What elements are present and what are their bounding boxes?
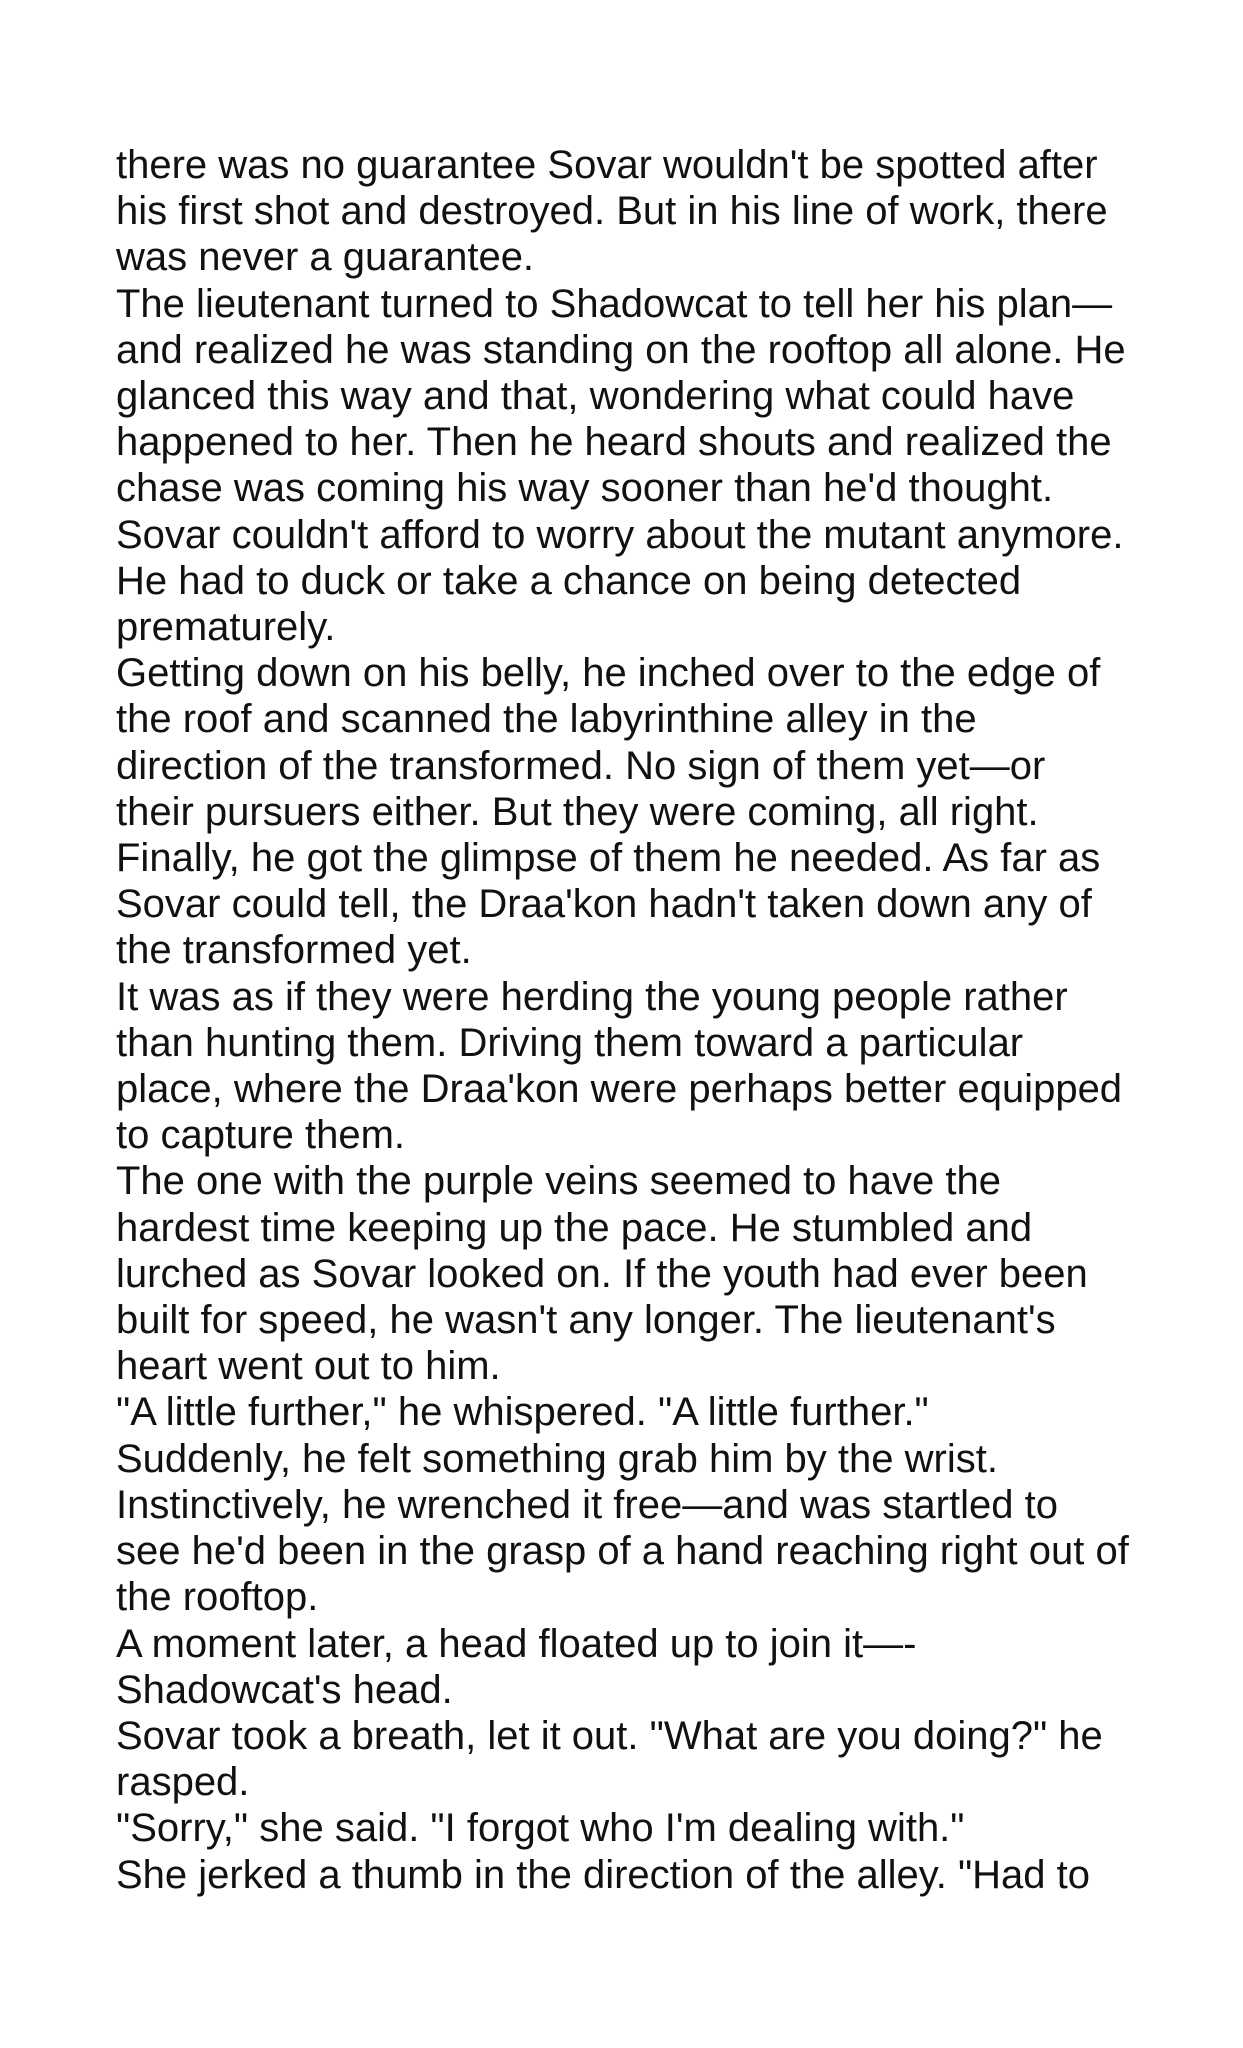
text-line: his first shot and destroyed. But in his line of work, there — [116, 189, 1108, 234]
text-line: the transformed yet. — [116, 928, 472, 973]
text-line: rasped. — [116, 1760, 250, 1805]
text-line: see he'd been in the grasp of a hand reaching right out of — [116, 1529, 1129, 1574]
text-line: "A little further," he whispered. "A little further." — [116, 1390, 929, 1435]
text-line: happened to her. Then he heard shouts and realized the — [116, 420, 1112, 465]
text-line: The one with the purple veins seemed to have the — [116, 1159, 1001, 1204]
text-line: Instinctively, he wrenched it free—and was startled to — [116, 1482, 1058, 1527]
text-line: hardest time keeping up the pace. He stumbled and — [116, 1205, 1033, 1250]
text-line: Sovar could tell, the Draa'kon hadn't taken down any of — [116, 882, 1092, 927]
text-line: A moment later, a head floated up to join it—- — [116, 1621, 917, 1666]
text-line: than hunting them. Driving them toward a particular — [116, 1020, 1024, 1065]
text-line: "Sorry," she said. "I forgot who I'm dealing with." — [116, 1806, 965, 1851]
text-line: was never a guarantee. — [116, 235, 535, 280]
text-line: He had to duck or take a chance on being detected — [116, 558, 1022, 603]
text-line: there was no guarantee Sovar wouldn't be spotted after — [116, 143, 1098, 187]
text-line: their pursuers either. But they were coming, all right. — [116, 789, 1039, 834]
text-line: It was as if they were herding the young people rather — [116, 974, 1068, 1019]
text-line: glanced this way and that, wondering what could have — [116, 374, 1075, 419]
text-line: Suddenly, he felt something grab him by the wrist. — [116, 1436, 998, 1481]
text-line: Getting down on his belly, he inched over to the edge of — [116, 651, 1101, 696]
text-line: and realized he was standing on the rooftop all alone. He — [116, 327, 1126, 372]
text-line: to capture them. — [116, 1113, 406, 1158]
text-line: Finally, he got the glimpse of them he needed. As far as — [116, 836, 1101, 881]
text-line: prematurely. — [116, 605, 336, 650]
text-line: She jerked a thumb in the direction of the alley. "Had to — [116, 1852, 1091, 1897]
text-line: Sovar couldn't afford to worry about the mutant anymore. — [116, 512, 1124, 557]
text-line: chase was coming his way sooner than he'd thought. — [116, 466, 1054, 511]
text-line: lurched as Sovar looked on. If the youth had ever been — [116, 1251, 1088, 1296]
text-line: Sovar took a breath, let it out. "What are you doing?" he — [116, 1713, 1103, 1758]
text-line: place, where the Draa'kon were perhaps better equipped — [116, 1067, 1123, 1112]
text-line: the roof and scanned the labyrinthine alley in the — [116, 697, 977, 742]
text-line: built for speed, he wasn't any longer. The lieutenant's — [116, 1298, 1056, 1343]
text-line: Shadowcat's head. — [116, 1667, 453, 1712]
book-page-text — [116, 142, 1196, 1898]
text-line: the rooftop. — [116, 1575, 319, 1620]
text-line: heart went out to him. — [116, 1344, 501, 1389]
text-line: The lieutenant turned to Shadowcat to tell her his plan— — [116, 281, 1113, 326]
text-line: direction of the transformed. No sign of them yet—or — [116, 743, 1046, 788]
